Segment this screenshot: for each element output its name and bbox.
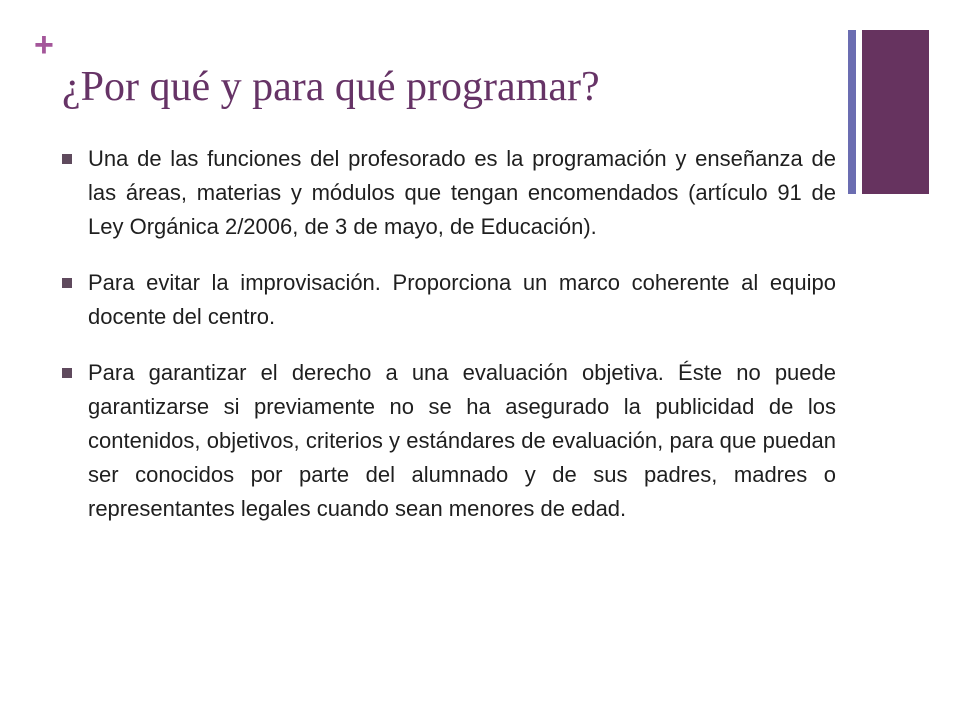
bullet-item: [62, 266, 836, 334]
plus-icon: +: [34, 26, 54, 64]
square-bullet-icon: [62, 278, 72, 288]
square-bullet-icon: [62, 368, 72, 378]
accent-bar-thick: [862, 30, 929, 194]
bullet-text: Para garantizar el derecho a una evaluación objetiva. Éste no puede garantizarse si previamente no se ha asegurado la publicidad de los contenidos, objetivos, criterios y estándares de evaluación, para que puedan ser conocidos por parte del alumnado y de sus padres, madres o representantes legales cuando sean menores de edad.: [88, 360, 836, 521]
bullet-text: Para evitar la improvisación. Proporciona un marco coherente al equipo docente del centro.: [88, 270, 836, 329]
slide-title: ¿Por qué y para qué programar?: [62, 64, 600, 110]
bullet-text: Una de las funciones del profesorado es la programación y enseñanza de las áreas, materias y módulos que tengan encomendados (artículo 91 de Ley Orgánica 2/2006, de 3 de mayo, de Educación).: [88, 146, 836, 239]
bullet-item: [62, 142, 836, 244]
square-bullet-icon: [62, 154, 72, 164]
accent-bar-thin: [848, 30, 856, 194]
bullet-list: [62, 142, 836, 548]
bullet-item: [62, 356, 836, 526]
